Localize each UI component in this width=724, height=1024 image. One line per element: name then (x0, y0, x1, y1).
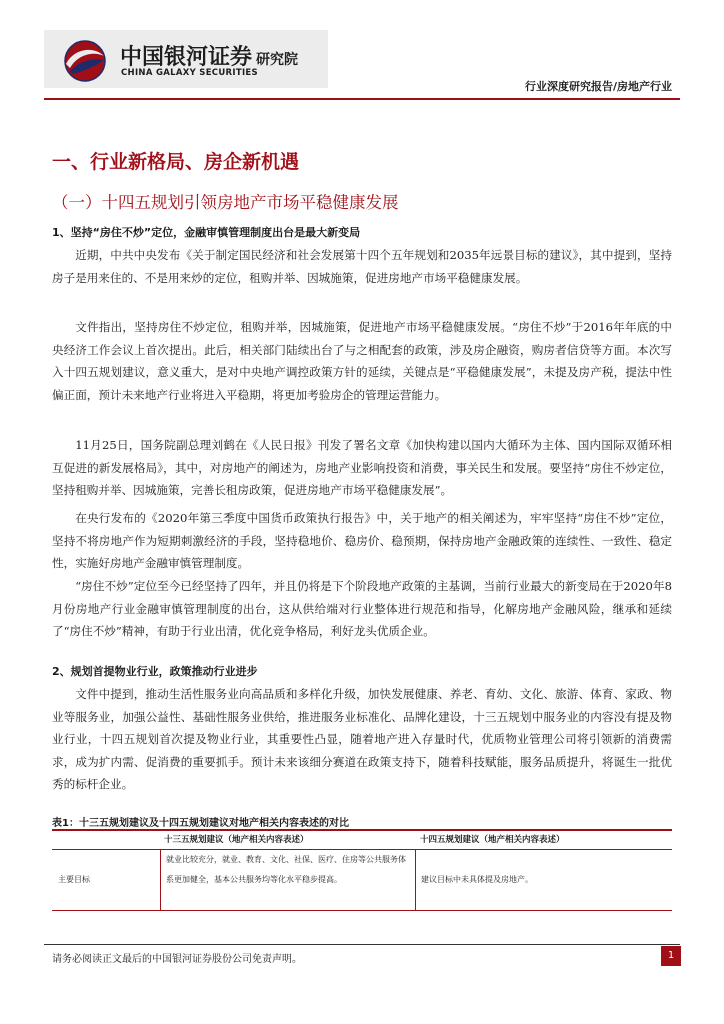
paragraph: 文件指出，坚持房住不炒定位，租购并举，因城施策，促进地产市场平稳健康发展。“房住不炒”于2016年年底的中央经济工作会议上首次提出。此后，相关部门陆续出台了与之相配套的政策，涉及房企融资，购房者信贷等方面。本次写入十四五规划建议，意义重大，是对中央地产调控政策方针的延续，关键点是“平稳健康发展”，未提及房产税，提法中性偏正面，预计未来地产行业将进入平稳期，将更加考验房企的管理运营能力。 (52, 320, 672, 402)
table-header-13th: 十三五规划建议（地产相关内容表述） (164, 835, 309, 845)
paragraph: 在央行发布的《2020年第三季度中国货币政策执行报告》中，关于地产的相关阐述为，牢牢坚持“房住不炒”定位，坚持不将房地产作为短期刺激经济的手段，坚持稳地价、稳房价、稳预期，保持房地产金融政策的连续性、一致性、稳定性，实施好房地产金融审慎管理制度。 (52, 511, 672, 570)
disclaimer-notice: 请务必阅读正文最后的中国银河证券股份公司免责声明。 (52, 954, 302, 965)
paragraph: 文件中提到，推动生活性服务业向高品质和多样化升级，加快发展健康、养老、育幼、文化、旅游、体育、家政、物业等服务业，加强公益性、基础性服务业供给，推进服务业标准化、品牌化建设，十三五规划中服务业的内容没有提及物业行业，十四五规划首次提及物业行业，其重要性凸显，随着地产进入存量时代，优质物业管理公司将引领新的消费需求，成为扩内需、促消费的重要抓手。预计未来该细分赛道在政策支持下，随着科技赋能，服务品质提升，将诞生一批优秀的标杆企业。 (52, 687, 672, 791)
paragraph: 近期，中共中央发布《关于制定国民经济和社会发展第十四个五年规划和2035年远景目标的建议》，其中提到，坚持房子是用来住的、不是用来炒的定位，租购并举、因城施策，促进房地产市场平稳健康发展。 (52, 248, 672, 285)
galaxy-logo-icon (60, 38, 110, 84)
table-caption: 表1：十三五规划建议及十四五规划建议对地产相关内容表述的对比 (52, 818, 349, 829)
report-type: 行业深度研究报告/房地产行业 (524, 80, 672, 93)
table-header-14th: 十四五规划建议（地产相关内容表述） (420, 835, 565, 845)
department-name: 研究院 (256, 52, 298, 68)
table-bottom-rule (52, 910, 672, 911)
table-column-divider (160, 849, 161, 910)
table-row-label: 主要目标 (58, 875, 90, 884)
table-cell-14th: 建议目标中未具体提及房地产。 (421, 875, 533, 884)
section-heading: （一）十四五规划引领房地产市场平稳健康发展 (52, 193, 399, 212)
paragraph: “房住不炒”定位至今已经坚持了四年，并且仍将是下个阶段地产政策的主基调，当前行业最大的新变局在于2020年8月份房地产行业金融审慎管理制度的出台，这从供给端对行业整体进行规范和指导，化解房地产金融风险，继承和延续了“房住不炒”精神，有助于行业出清，优化竞争格局，利好龙头优质企业。 (52, 579, 672, 638)
table-column-divider (415, 849, 416, 910)
subsection-heading-2: 2、规划首提物业行业，政策推动行业进步 (52, 665, 258, 678)
table-top-rule (52, 829, 672, 831)
header-divider (44, 98, 680, 100)
paragraph: 11月25日，国务院副总理刘鹤在《人民日报》刊发了署名文章《加快构建以国内大循环为主体、国内国际双循环相互促进的新发展格局》，其中，对房地产的阐述为，房地产业影响投资和消费，事关民生和发展。要坚持“房住不炒定位，坚持租购并举、因城施策，完善长租房政策，促进房地产市场平稳健康发展”。 (52, 438, 672, 497)
footer-divider (44, 944, 680, 945)
brand-name-cn: 中国银河证券 (120, 45, 253, 70)
chapter-heading: 一、行业新格局、房企新机遇 (52, 151, 300, 173)
page-number: 1 (661, 946, 681, 966)
subsection-heading-1: 1、坚持“房住不炒”定位，金融审慎管理制度出台是最大新变局 (52, 226, 361, 239)
brand-name-en: CHINA GALAXY SECURITIES (121, 68, 258, 78)
table-cell-13th: 就业比较充分，就业、教育、文化、社保、医疗、住房等公共服务体系更加健全，基本公共服务均等化水平稳步提高。 (166, 855, 406, 884)
